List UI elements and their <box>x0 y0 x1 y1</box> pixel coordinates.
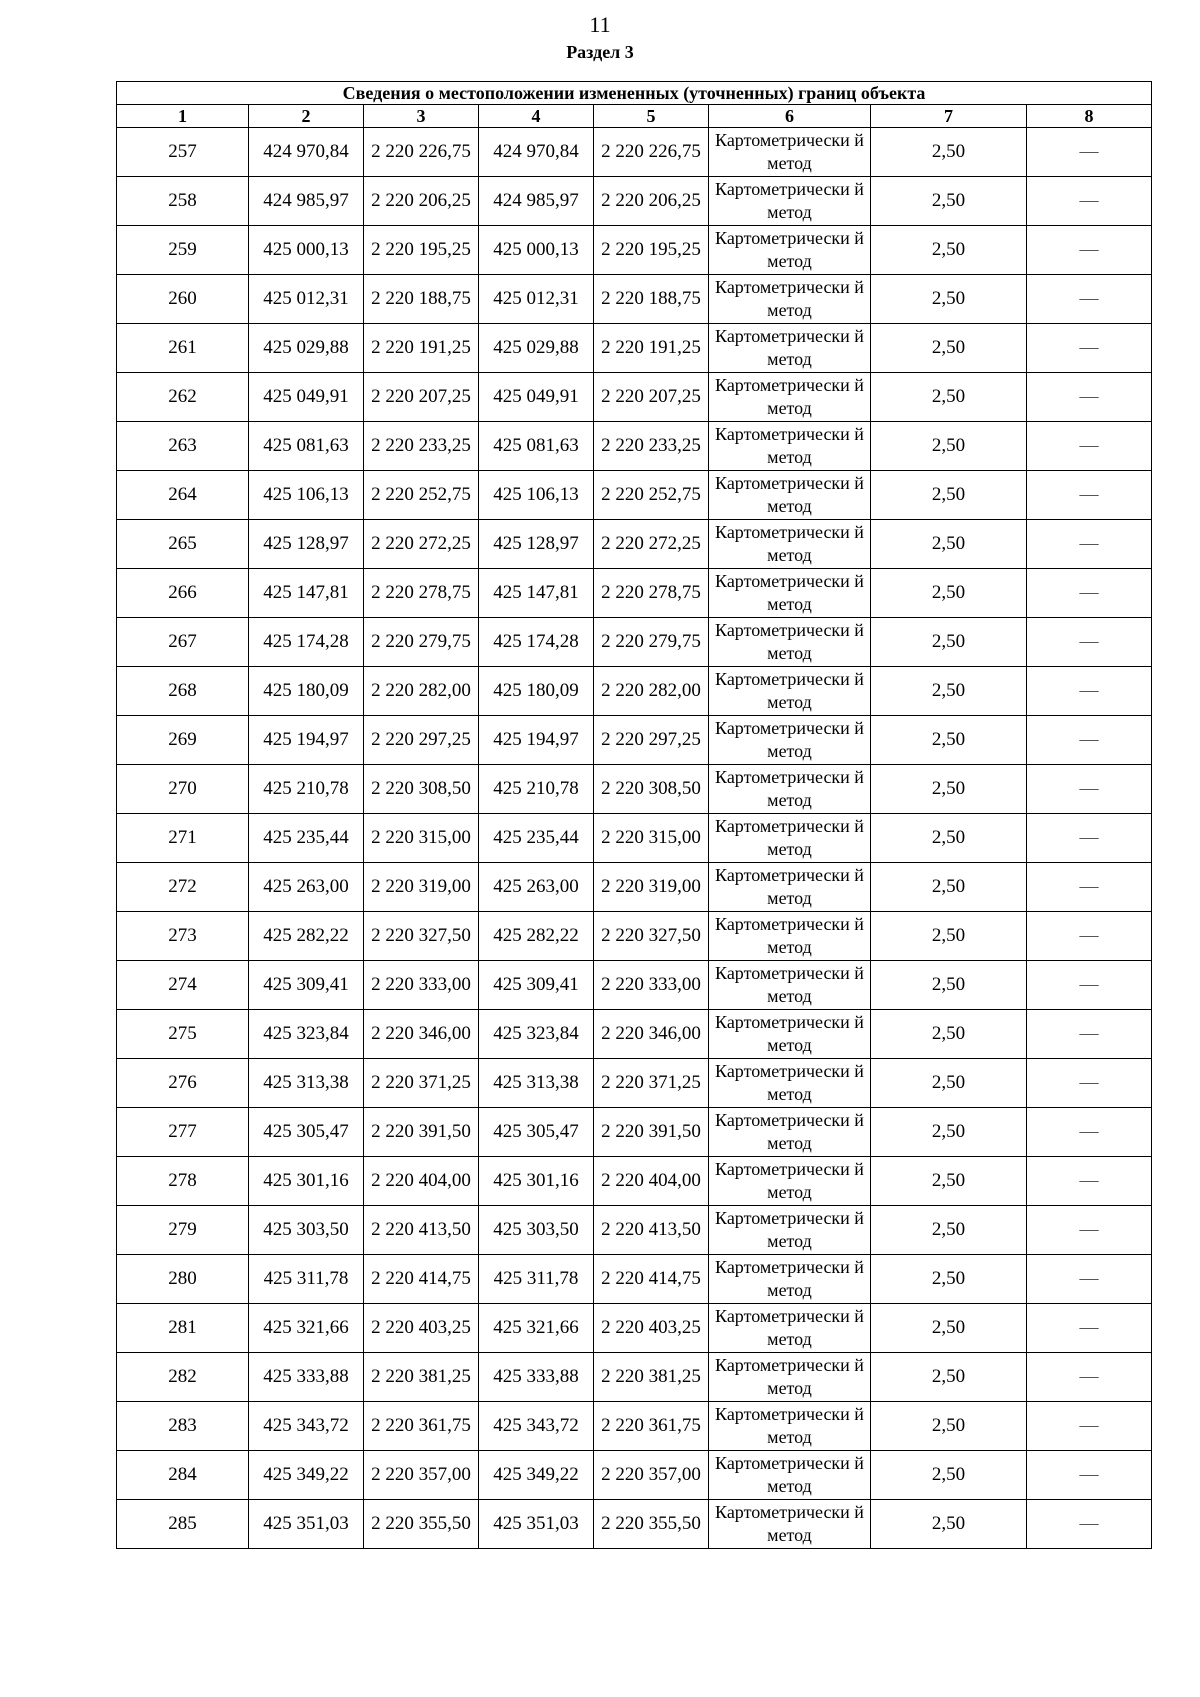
cell-x-old: 425 174,28 <box>249 618 364 667</box>
table-row <box>117 1059 1152 1108</box>
cell-accuracy: 2,50 <box>871 961 1027 1010</box>
cell-x-old: 425 309,41 <box>249 961 364 1010</box>
table-row <box>117 1010 1152 1059</box>
cell-y-old: 2 220 188,75 <box>364 275 479 324</box>
cell-x-new: 424 970,84 <box>479 128 594 177</box>
cell-y-new: 2 220 357,00 <box>594 1451 709 1500</box>
cell-accuracy: 2,50 <box>871 1059 1027 1108</box>
cell-accuracy: 2,50 <box>871 520 1027 569</box>
cell-description: — <box>1027 1402 1152 1451</box>
cell-x-new: 425 194,97 <box>479 716 594 765</box>
column-number-2: 2 <box>249 105 364 128</box>
cell-y-new: 2 220 414,75 <box>594 1255 709 1304</box>
cell-method: Картометрически й метод <box>709 912 871 961</box>
cell-y-new: 2 220 404,00 <box>594 1157 709 1206</box>
cell-y-new: 2 220 191,25 <box>594 324 709 373</box>
cell-x-old: 425 305,47 <box>249 1108 364 1157</box>
table-row <box>117 1353 1152 1402</box>
cell-description: — <box>1027 471 1152 520</box>
cell-x-old: 425 049,91 <box>249 373 364 422</box>
cell-y-new: 2 220 226,75 <box>594 128 709 177</box>
cell-method: Картометрически й метод <box>709 177 871 226</box>
cell-point-number: 280 <box>117 1255 249 1304</box>
cell-y-old: 2 220 315,00 <box>364 814 479 863</box>
cell-point-number: 276 <box>117 1059 249 1108</box>
cell-y-old: 2 220 207,25 <box>364 373 479 422</box>
cell-y-old: 2 220 319,00 <box>364 863 479 912</box>
cell-x-old: 425 263,00 <box>249 863 364 912</box>
cell-point-number: 283 <box>117 1402 249 1451</box>
cell-y-new: 2 220 327,50 <box>594 912 709 961</box>
cell-y-old: 2 220 252,75 <box>364 471 479 520</box>
table-row <box>117 1255 1152 1304</box>
table-caption: Сведения о местоположении измененных (уточненных) границ объекта <box>117 82 1152 105</box>
cell-accuracy: 2,50 <box>871 716 1027 765</box>
table-row <box>117 128 1152 177</box>
table-row <box>117 912 1152 961</box>
cell-x-old: 425 351,03 <box>249 1500 364 1549</box>
cell-description: — <box>1027 1059 1152 1108</box>
cell-accuracy: 2,50 <box>871 128 1027 177</box>
table-row <box>117 373 1152 422</box>
cell-x-old: 424 985,97 <box>249 177 364 226</box>
cell-accuracy: 2,50 <box>871 177 1027 226</box>
cell-x-new: 425 301,16 <box>479 1157 594 1206</box>
cell-x-new: 425 343,72 <box>479 1402 594 1451</box>
cell-x-old: 424 970,84 <box>249 128 364 177</box>
cell-x-old: 425 321,66 <box>249 1304 364 1353</box>
cell-y-old: 2 220 414,75 <box>364 1255 479 1304</box>
cell-accuracy: 2,50 <box>871 1304 1027 1353</box>
cell-method: Картометрически й метод <box>709 1353 871 1402</box>
cell-y-old: 2 220 282,00 <box>364 667 479 716</box>
cell-y-new: 2 220 315,00 <box>594 814 709 863</box>
cell-point-number: 270 <box>117 765 249 814</box>
cell-accuracy: 2,50 <box>871 373 1027 422</box>
cell-y-new: 2 220 391,50 <box>594 1108 709 1157</box>
column-number-3: 3 <box>364 105 479 128</box>
cell-x-old: 425 012,31 <box>249 275 364 324</box>
cell-point-number: 258 <box>117 177 249 226</box>
column-number-7: 7 <box>871 105 1027 128</box>
cell-y-new: 2 220 319,00 <box>594 863 709 912</box>
cell-x-old: 425 303,50 <box>249 1206 364 1255</box>
table-row <box>117 324 1152 373</box>
cell-method: Картометрически й метод <box>709 1206 871 1255</box>
cell-x-new: 425 305,47 <box>479 1108 594 1157</box>
cell-x-old: 425 128,97 <box>249 520 364 569</box>
cell-x-new: 425 351,03 <box>479 1500 594 1549</box>
cell-x-old: 425 349,22 <box>249 1451 364 1500</box>
cell-x-old: 425 194,97 <box>249 716 364 765</box>
cell-x-new: 425 323,84 <box>479 1010 594 1059</box>
cell-description: — <box>1027 520 1152 569</box>
cell-accuracy: 2,50 <box>871 471 1027 520</box>
cell-y-new: 2 220 308,50 <box>594 765 709 814</box>
cell-method: Картометрически й метод <box>709 128 871 177</box>
table-row <box>117 765 1152 814</box>
table-row <box>117 716 1152 765</box>
section-title: Раздел 3 <box>566 42 634 62</box>
cell-accuracy: 2,50 <box>871 1451 1027 1500</box>
table-row <box>117 226 1152 275</box>
cell-x-old: 425 323,84 <box>249 1010 364 1059</box>
cell-description: — <box>1027 569 1152 618</box>
cell-y-old: 2 220 346,00 <box>364 1010 479 1059</box>
cell-method: Картометрически й метод <box>709 1108 871 1157</box>
cell-y-old: 2 220 381,25 <box>364 1353 479 1402</box>
cell-description: — <box>1027 618 1152 667</box>
cell-y-old: 2 220 195,25 <box>364 226 479 275</box>
cell-y-old: 2 220 355,50 <box>364 1500 479 1549</box>
cell-y-old: 2 220 391,50 <box>364 1108 479 1157</box>
cell-x-new: 425 049,91 <box>479 373 594 422</box>
cell-method: Картометрически й метод <box>709 1500 871 1549</box>
cell-x-old: 425 000,13 <box>249 226 364 275</box>
cell-x-new: 425 263,00 <box>479 863 594 912</box>
page-number: 11 <box>589 12 611 37</box>
cell-description: — <box>1027 1206 1152 1255</box>
cell-x-new: 425 210,78 <box>479 765 594 814</box>
cell-y-new: 2 220 346,00 <box>594 1010 709 1059</box>
table-row <box>117 667 1152 716</box>
cell-method: Картометрически й метод <box>709 275 871 324</box>
cell-x-old: 425 301,16 <box>249 1157 364 1206</box>
cell-method: Картометрически й метод <box>709 667 871 716</box>
cell-accuracy: 2,50 <box>871 422 1027 471</box>
cell-method: Картометрически й метод <box>709 1451 871 1500</box>
cell-y-old: 2 220 206,25 <box>364 177 479 226</box>
cell-method: Картометрически й метод <box>709 1010 871 1059</box>
cell-x-new: 424 985,97 <box>479 177 594 226</box>
cell-method: Картометрически й метод <box>709 226 871 275</box>
cell-y-new: 2 220 381,25 <box>594 1353 709 1402</box>
cell-description: — <box>1027 1353 1152 1402</box>
cell-x-old: 425 313,38 <box>249 1059 364 1108</box>
cell-y-new: 2 220 333,00 <box>594 961 709 1010</box>
cell-x-new: 425 349,22 <box>479 1451 594 1500</box>
cell-description: — <box>1027 324 1152 373</box>
cell-x-old: 425 147,81 <box>249 569 364 618</box>
cell-x-new: 425 000,13 <box>479 226 594 275</box>
cell-y-new: 2 220 282,00 <box>594 667 709 716</box>
cell-method: Картометрически й метод <box>709 863 871 912</box>
cell-y-old: 2 220 371,25 <box>364 1059 479 1108</box>
cell-point-number: 260 <box>117 275 249 324</box>
cell-y-new: 2 220 207,25 <box>594 373 709 422</box>
cell-description: — <box>1027 128 1152 177</box>
cell-y-old: 2 220 233,25 <box>364 422 479 471</box>
cell-point-number: 282 <box>117 1353 249 1402</box>
cell-method: Картометрически й метод <box>709 716 871 765</box>
cell-y-old: 2 220 226,75 <box>364 128 479 177</box>
cell-y-new: 2 220 403,25 <box>594 1304 709 1353</box>
cell-method: Картометрически й метод <box>709 1157 871 1206</box>
cell-description: — <box>1027 275 1152 324</box>
table-row <box>117 814 1152 863</box>
column-number-6: 6 <box>709 105 871 128</box>
cell-method: Картометрически й метод <box>709 1304 871 1353</box>
table-body <box>117 128 1152 1549</box>
cell-description: — <box>1027 814 1152 863</box>
cell-y-old: 2 220 279,75 <box>364 618 479 667</box>
cell-method: Картометрически й метод <box>709 618 871 667</box>
cell-x-new: 425 313,38 <box>479 1059 594 1108</box>
cell-method: Картометрически й метод <box>709 765 871 814</box>
cell-point-number: 268 <box>117 667 249 716</box>
cell-accuracy: 2,50 <box>871 1157 1027 1206</box>
table-row <box>117 1206 1152 1255</box>
table-row <box>117 1304 1152 1353</box>
cell-x-old: 425 343,72 <box>249 1402 364 1451</box>
cell-point-number: 257 <box>117 128 249 177</box>
column-number-5: 5 <box>594 105 709 128</box>
cell-x-new: 425 180,09 <box>479 667 594 716</box>
cell-method: Картометрически й метод <box>709 961 871 1010</box>
cell-point-number: 261 <box>117 324 249 373</box>
cell-point-number: 269 <box>117 716 249 765</box>
cell-description: — <box>1027 373 1152 422</box>
cell-y-new: 2 220 413,50 <box>594 1206 709 1255</box>
table-row <box>117 1402 1152 1451</box>
cell-y-new: 2 220 297,25 <box>594 716 709 765</box>
table-row <box>117 961 1152 1010</box>
cell-description: — <box>1027 961 1152 1010</box>
cell-y-new: 2 220 252,75 <box>594 471 709 520</box>
cell-x-old: 425 210,78 <box>249 765 364 814</box>
table-row <box>117 177 1152 226</box>
cell-accuracy: 2,50 <box>871 1010 1027 1059</box>
cell-y-new: 2 220 279,75 <box>594 618 709 667</box>
cell-method: Картометрически й метод <box>709 471 871 520</box>
cell-method: Картометрически й метод <box>709 814 871 863</box>
cell-description: — <box>1027 1304 1152 1353</box>
cell-point-number: 272 <box>117 863 249 912</box>
cell-accuracy: 2,50 <box>871 324 1027 373</box>
cell-accuracy: 2,50 <box>871 226 1027 275</box>
cell-accuracy: 2,50 <box>871 1402 1027 1451</box>
cell-x-new: 425 147,81 <box>479 569 594 618</box>
cell-method: Картометрически й метод <box>709 422 871 471</box>
cell-y-new: 2 220 361,75 <box>594 1402 709 1451</box>
table-row <box>117 569 1152 618</box>
table-row <box>117 275 1152 324</box>
table-row <box>117 618 1152 667</box>
cell-point-number: 274 <box>117 961 249 1010</box>
table-row <box>117 471 1152 520</box>
cell-point-number: 279 <box>117 1206 249 1255</box>
cell-y-old: 2 220 308,50 <box>364 765 479 814</box>
cell-accuracy: 2,50 <box>871 863 1027 912</box>
cell-y-old: 2 220 403,25 <box>364 1304 479 1353</box>
cell-description: — <box>1027 716 1152 765</box>
cell-description: — <box>1027 765 1152 814</box>
cell-description: — <box>1027 177 1152 226</box>
cell-description: — <box>1027 912 1152 961</box>
cell-x-old: 425 333,88 <box>249 1353 364 1402</box>
cell-y-old: 2 220 191,25 <box>364 324 479 373</box>
cell-x-new: 425 128,97 <box>479 520 594 569</box>
cell-accuracy: 2,50 <box>871 275 1027 324</box>
cell-description: — <box>1027 1451 1152 1500</box>
cell-x-new: 425 106,13 <box>479 471 594 520</box>
cell-point-number: 275 <box>117 1010 249 1059</box>
cell-point-number: 277 <box>117 1108 249 1157</box>
cell-y-old: 2 220 327,50 <box>364 912 479 961</box>
cell-x-new: 425 309,41 <box>479 961 594 1010</box>
table-row <box>117 1500 1152 1549</box>
cell-y-new: 2 220 278,75 <box>594 569 709 618</box>
cell-x-new: 425 235,44 <box>479 814 594 863</box>
table-row <box>117 1451 1152 1500</box>
cell-x-new: 425 081,63 <box>479 422 594 471</box>
boundary-coordinates-table <box>116 81 1152 1549</box>
cell-x-new: 425 282,22 <box>479 912 594 961</box>
table-row <box>117 863 1152 912</box>
cell-point-number: 278 <box>117 1157 249 1206</box>
cell-point-number: 262 <box>117 373 249 422</box>
cell-accuracy: 2,50 <box>871 1500 1027 1549</box>
cell-x-new: 425 029,88 <box>479 324 594 373</box>
cell-x-new: 425 311,78 <box>479 1255 594 1304</box>
table-row <box>117 422 1152 471</box>
cell-method: Картометрически й метод <box>709 520 871 569</box>
cell-x-old: 425 235,44 <box>249 814 364 863</box>
cell-method: Картометрически й метод <box>709 1255 871 1304</box>
cell-x-new: 425 321,66 <box>479 1304 594 1353</box>
cell-accuracy: 2,50 <box>871 1108 1027 1157</box>
cell-y-old: 2 220 278,75 <box>364 569 479 618</box>
cell-x-old: 425 106,13 <box>249 471 364 520</box>
cell-y-new: 2 220 195,25 <box>594 226 709 275</box>
column-number-8: 8 <box>1027 105 1152 128</box>
cell-accuracy: 2,50 <box>871 912 1027 961</box>
cell-y-old: 2 220 361,75 <box>364 1402 479 1451</box>
cell-x-new: 425 333,88 <box>479 1353 594 1402</box>
cell-point-number: 284 <box>117 1451 249 1500</box>
cell-method: Картометрически й метод <box>709 1402 871 1451</box>
cell-accuracy: 2,50 <box>871 618 1027 667</box>
cell-point-number: 273 <box>117 912 249 961</box>
cell-x-old: 425 180,09 <box>249 667 364 716</box>
cell-method: Картометрически й метод <box>709 569 871 618</box>
cell-y-old: 2 220 413,50 <box>364 1206 479 1255</box>
cell-x-old: 425 029,88 <box>249 324 364 373</box>
cell-y-old: 2 220 357,00 <box>364 1451 479 1500</box>
cell-accuracy: 2,50 <box>871 1255 1027 1304</box>
cell-description: — <box>1027 667 1152 716</box>
cell-y-old: 2 220 333,00 <box>364 961 479 1010</box>
cell-accuracy: 2,50 <box>871 1353 1027 1402</box>
cell-point-number: 263 <box>117 422 249 471</box>
cell-y-new: 2 220 355,50 <box>594 1500 709 1549</box>
cell-y-old: 2 220 297,25 <box>364 716 479 765</box>
table-row <box>117 1157 1152 1206</box>
cell-x-old: 425 081,63 <box>249 422 364 471</box>
cell-accuracy: 2,50 <box>871 569 1027 618</box>
column-number-1: 1 <box>117 105 249 128</box>
cell-point-number: 267 <box>117 618 249 667</box>
cell-description: — <box>1027 1500 1152 1549</box>
cell-x-new: 425 303,50 <box>479 1206 594 1255</box>
cell-description: — <box>1027 1010 1152 1059</box>
cell-y-new: 2 220 371,25 <box>594 1059 709 1108</box>
cell-point-number: 265 <box>117 520 249 569</box>
cell-description: — <box>1027 1255 1152 1304</box>
cell-method: Картометрически й метод <box>709 324 871 373</box>
cell-point-number: 271 <box>117 814 249 863</box>
cell-accuracy: 2,50 <box>871 667 1027 716</box>
cell-description: — <box>1027 1108 1152 1157</box>
cell-y-new: 2 220 206,25 <box>594 177 709 226</box>
cell-y-new: 2 220 272,25 <box>594 520 709 569</box>
cell-accuracy: 2,50 <box>871 814 1027 863</box>
cell-accuracy: 2,50 <box>871 765 1027 814</box>
cell-accuracy: 2,50 <box>871 1206 1027 1255</box>
cell-y-old: 2 220 404,00 <box>364 1157 479 1206</box>
cell-point-number: 285 <box>117 1500 249 1549</box>
cell-x-new: 425 012,31 <box>479 275 594 324</box>
column-number-4: 4 <box>479 105 594 128</box>
cell-point-number: 281 <box>117 1304 249 1353</box>
cell-point-number: 259 <box>117 226 249 275</box>
cell-y-old: 2 220 272,25 <box>364 520 479 569</box>
cell-y-new: 2 220 233,25 <box>594 422 709 471</box>
cell-method: Картометрически й метод <box>709 373 871 422</box>
cell-description: — <box>1027 1157 1152 1206</box>
table-row <box>117 1108 1152 1157</box>
cell-method: Картометрически й метод <box>709 1059 871 1108</box>
cell-x-old: 425 311,78 <box>249 1255 364 1304</box>
cell-description: — <box>1027 422 1152 471</box>
cell-description: — <box>1027 226 1152 275</box>
cell-description: — <box>1027 863 1152 912</box>
table-row <box>117 520 1152 569</box>
cell-y-new: 2 220 188,75 <box>594 275 709 324</box>
cell-point-number: 264 <box>117 471 249 520</box>
cell-x-new: 425 174,28 <box>479 618 594 667</box>
cell-x-old: 425 282,22 <box>249 912 364 961</box>
column-number-row <box>117 105 1152 128</box>
cell-point-number: 266 <box>117 569 249 618</box>
